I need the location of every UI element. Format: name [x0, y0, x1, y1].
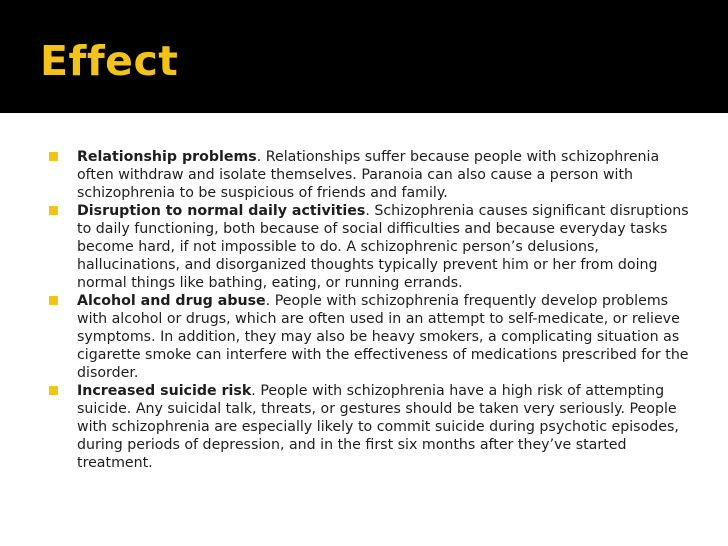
- bullet-item-alcohol-drug-abuse: [0, 292, 728, 382]
- bullet-text: . People with schizophrenia have a high risk of attempting suicide. Any suicidal talk, threats, or gestures should be taken very seriously. People with schizophrenia are especially likely to commit suicide during psychotic episodes, during periods of depression, and in the first six months after they’ve started treatment.: [77, 383, 679, 471]
- bullet-item-disruption: [0, 202, 728, 292]
- bullet-lead: Disruption to normal daily activities: [77, 203, 366, 219]
- title-bar: [0, 0, 728, 113]
- bullet-text: . Relationships suffer because people with schizophrenia often withdraw and isolate themselves. Paranoia can also cause a person with schizophrenia to be suspicious of friends and family.: [77, 149, 660, 201]
- square-bullet-icon: [49, 386, 58, 395]
- bullet-lead: Relationship problems: [77, 149, 257, 165]
- square-bullet-icon: [49, 296, 58, 305]
- bullet-item-suicide-risk: [0, 382, 728, 472]
- bullet-text: . People with schizophrenia frequently develop problems with alcohol or drugs, which are often used in an attempt to self-medicate, or relieve symptoms. In addition, they may also be heavy smokers, a complicating situation as cigarette smoke can interfere with the effectiveness of medications prescribed for the disorder.: [77, 293, 689, 381]
- bullet-lead: Alcohol and drug abuse: [77, 293, 266, 309]
- slide-title: Effect: [40, 37, 179, 85]
- bullet-list: [0, 148, 728, 472]
- bullet-lead: Increased suicide risk: [77, 383, 252, 399]
- bullet-item-relationship-problems: [0, 148, 728, 202]
- bullet-text: . Schizophrenia causes significant disruptions to daily functioning, both because of social difficulties and because everyday tasks become hard, if not impossible to do. A schizophrenic person’s delusions, hallucinations, and disorganized thoughts typically prevent him or her from doing normal things like bathing, eating, or running errands.: [77, 203, 689, 291]
- square-bullet-icon: [49, 152, 58, 161]
- square-bullet-icon: [49, 206, 58, 215]
